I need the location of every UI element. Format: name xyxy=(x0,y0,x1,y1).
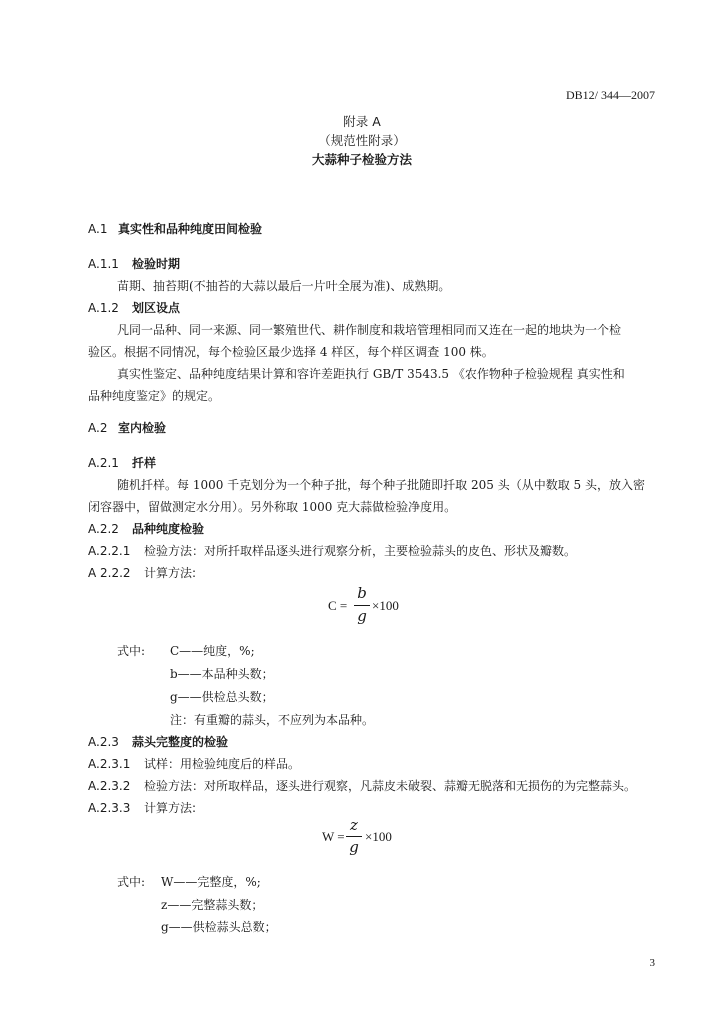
page-number: 3 xyxy=(649,957,655,969)
where-item: z——完整蒜头数； xyxy=(161,898,264,912)
section-title: 扦样 xyxy=(132,456,157,470)
where-item: W——完整度，%; xyxy=(161,875,261,889)
section-title: 蒜头完整度的检验 xyxy=(132,735,229,749)
appendix-label: 附录 A xyxy=(343,114,381,129)
section-text: 计算方法: xyxy=(144,801,197,815)
document-code: DB12/ 344—2007 xyxy=(565,88,655,102)
fraction-bar xyxy=(346,836,362,837)
note: 注：有重瓣的蒜头，不应列为本品种。 xyxy=(170,713,375,727)
section-text: 试样：用检验纯度后的样品。 xyxy=(144,757,301,771)
formula-multiplier: ×100 xyxy=(365,829,392,844)
where-item: b——本品种头数； xyxy=(170,667,274,681)
section-a12-heading xyxy=(88,299,180,316)
fraction-bar xyxy=(354,605,370,606)
section-number: A.2.3 xyxy=(88,735,119,749)
section-number: A.2.2 xyxy=(88,522,119,536)
paragraph-line: 验区。根据不同情况，每个检验区最少选择 4 样区，每个样区调查 100 株。 xyxy=(88,345,494,359)
section-number: A.2 xyxy=(88,421,108,435)
formula-numerator: z xyxy=(350,816,358,834)
paragraph-line: 真实性鉴定、品种纯度结果计算和容许差距执行 GB/T 3543.5 《农作物种子检验规程 真实性和 xyxy=(117,367,625,381)
section-a21-heading xyxy=(88,454,156,471)
section-title: 品种纯度检验 xyxy=(132,522,205,536)
where-item: g——供检总头数； xyxy=(170,690,274,704)
section-number: A.2.3.2 xyxy=(88,779,131,793)
section-text: 计算方法: xyxy=(144,566,197,580)
section-a231 xyxy=(88,755,300,772)
paragraph-line: 闭容器中，留做测定水分用）。另外称取 1000 克大蒜做检验净度用。 xyxy=(88,500,457,514)
formula-denominator: g xyxy=(357,607,367,625)
formula-multiplier: ×100 xyxy=(372,598,399,613)
where-item: C——纯度，%; xyxy=(170,644,255,658)
section-a233 xyxy=(88,799,196,816)
paragraph-line: 品种纯度鉴定》的规定。 xyxy=(88,389,221,403)
section-a1-heading xyxy=(88,220,262,237)
section-a22-heading xyxy=(88,520,204,537)
section-a11-text: 苗期、抽苔期(不抽苔的大蒜以最后一片叶全展为准)、成熟期。 xyxy=(117,279,451,293)
paragraph-line: 凡同一品种、同一来源、同一繁殖世代、耕作制度和栽培管理相同而又连在一起的地块为一个检 xyxy=(117,323,622,337)
appendix-type: （规范性附录） xyxy=(318,133,406,148)
formula-denominator: g xyxy=(349,838,359,856)
section-text: 检验方法：对所取样品，逐头进行观察，凡蒜皮未破裂、蒜瓣无脱落和无损伤的为完整蒜头。 xyxy=(144,779,637,793)
section-title: 真实性和品种纯度田间检验 xyxy=(118,222,263,236)
section-title: 室内检验 xyxy=(118,421,167,435)
section-title: 划区设点 xyxy=(132,301,181,315)
paragraph-line: 随机扦样。每 1000 千克划分为一个种子批，每个种子批随即扦取 205 头（从中数取 5 头，放入密 xyxy=(117,478,645,492)
formula-lhs: W = xyxy=(322,829,345,844)
section-number: A.1.2 xyxy=(88,301,119,315)
section-number: A.2.3.3 xyxy=(88,801,131,815)
section-number: A.1.1 xyxy=(88,257,119,271)
appendix-title: 大蒜种子检验方法 xyxy=(311,152,412,167)
where-label: 式中: xyxy=(117,644,146,658)
section-text: 检验方法：对所扦取样品逐头进行观察分析，主要检验蒜头的皮色、形状及瓣数。 xyxy=(144,544,577,558)
section-a2-heading xyxy=(88,419,166,436)
where-item: g——供检蒜头总数； xyxy=(161,920,277,934)
section-number: A 2.2.2 xyxy=(88,566,131,580)
formula-lhs: C = xyxy=(328,598,348,613)
section-a23-heading xyxy=(88,733,228,750)
section-number: A.2.3.1 xyxy=(88,757,131,771)
section-title: 检验时期 xyxy=(132,257,181,271)
section-number: A.1 xyxy=(88,222,108,236)
section-a232 xyxy=(88,777,636,794)
formula-numerator: b xyxy=(357,584,367,602)
section-a222 xyxy=(88,564,196,581)
section-number: A.2.2.1 xyxy=(88,544,131,558)
section-number: A.2.1 xyxy=(88,456,119,470)
section-a221 xyxy=(88,542,576,559)
where-label: 式中: xyxy=(117,875,146,889)
section-a11-heading xyxy=(88,255,180,272)
